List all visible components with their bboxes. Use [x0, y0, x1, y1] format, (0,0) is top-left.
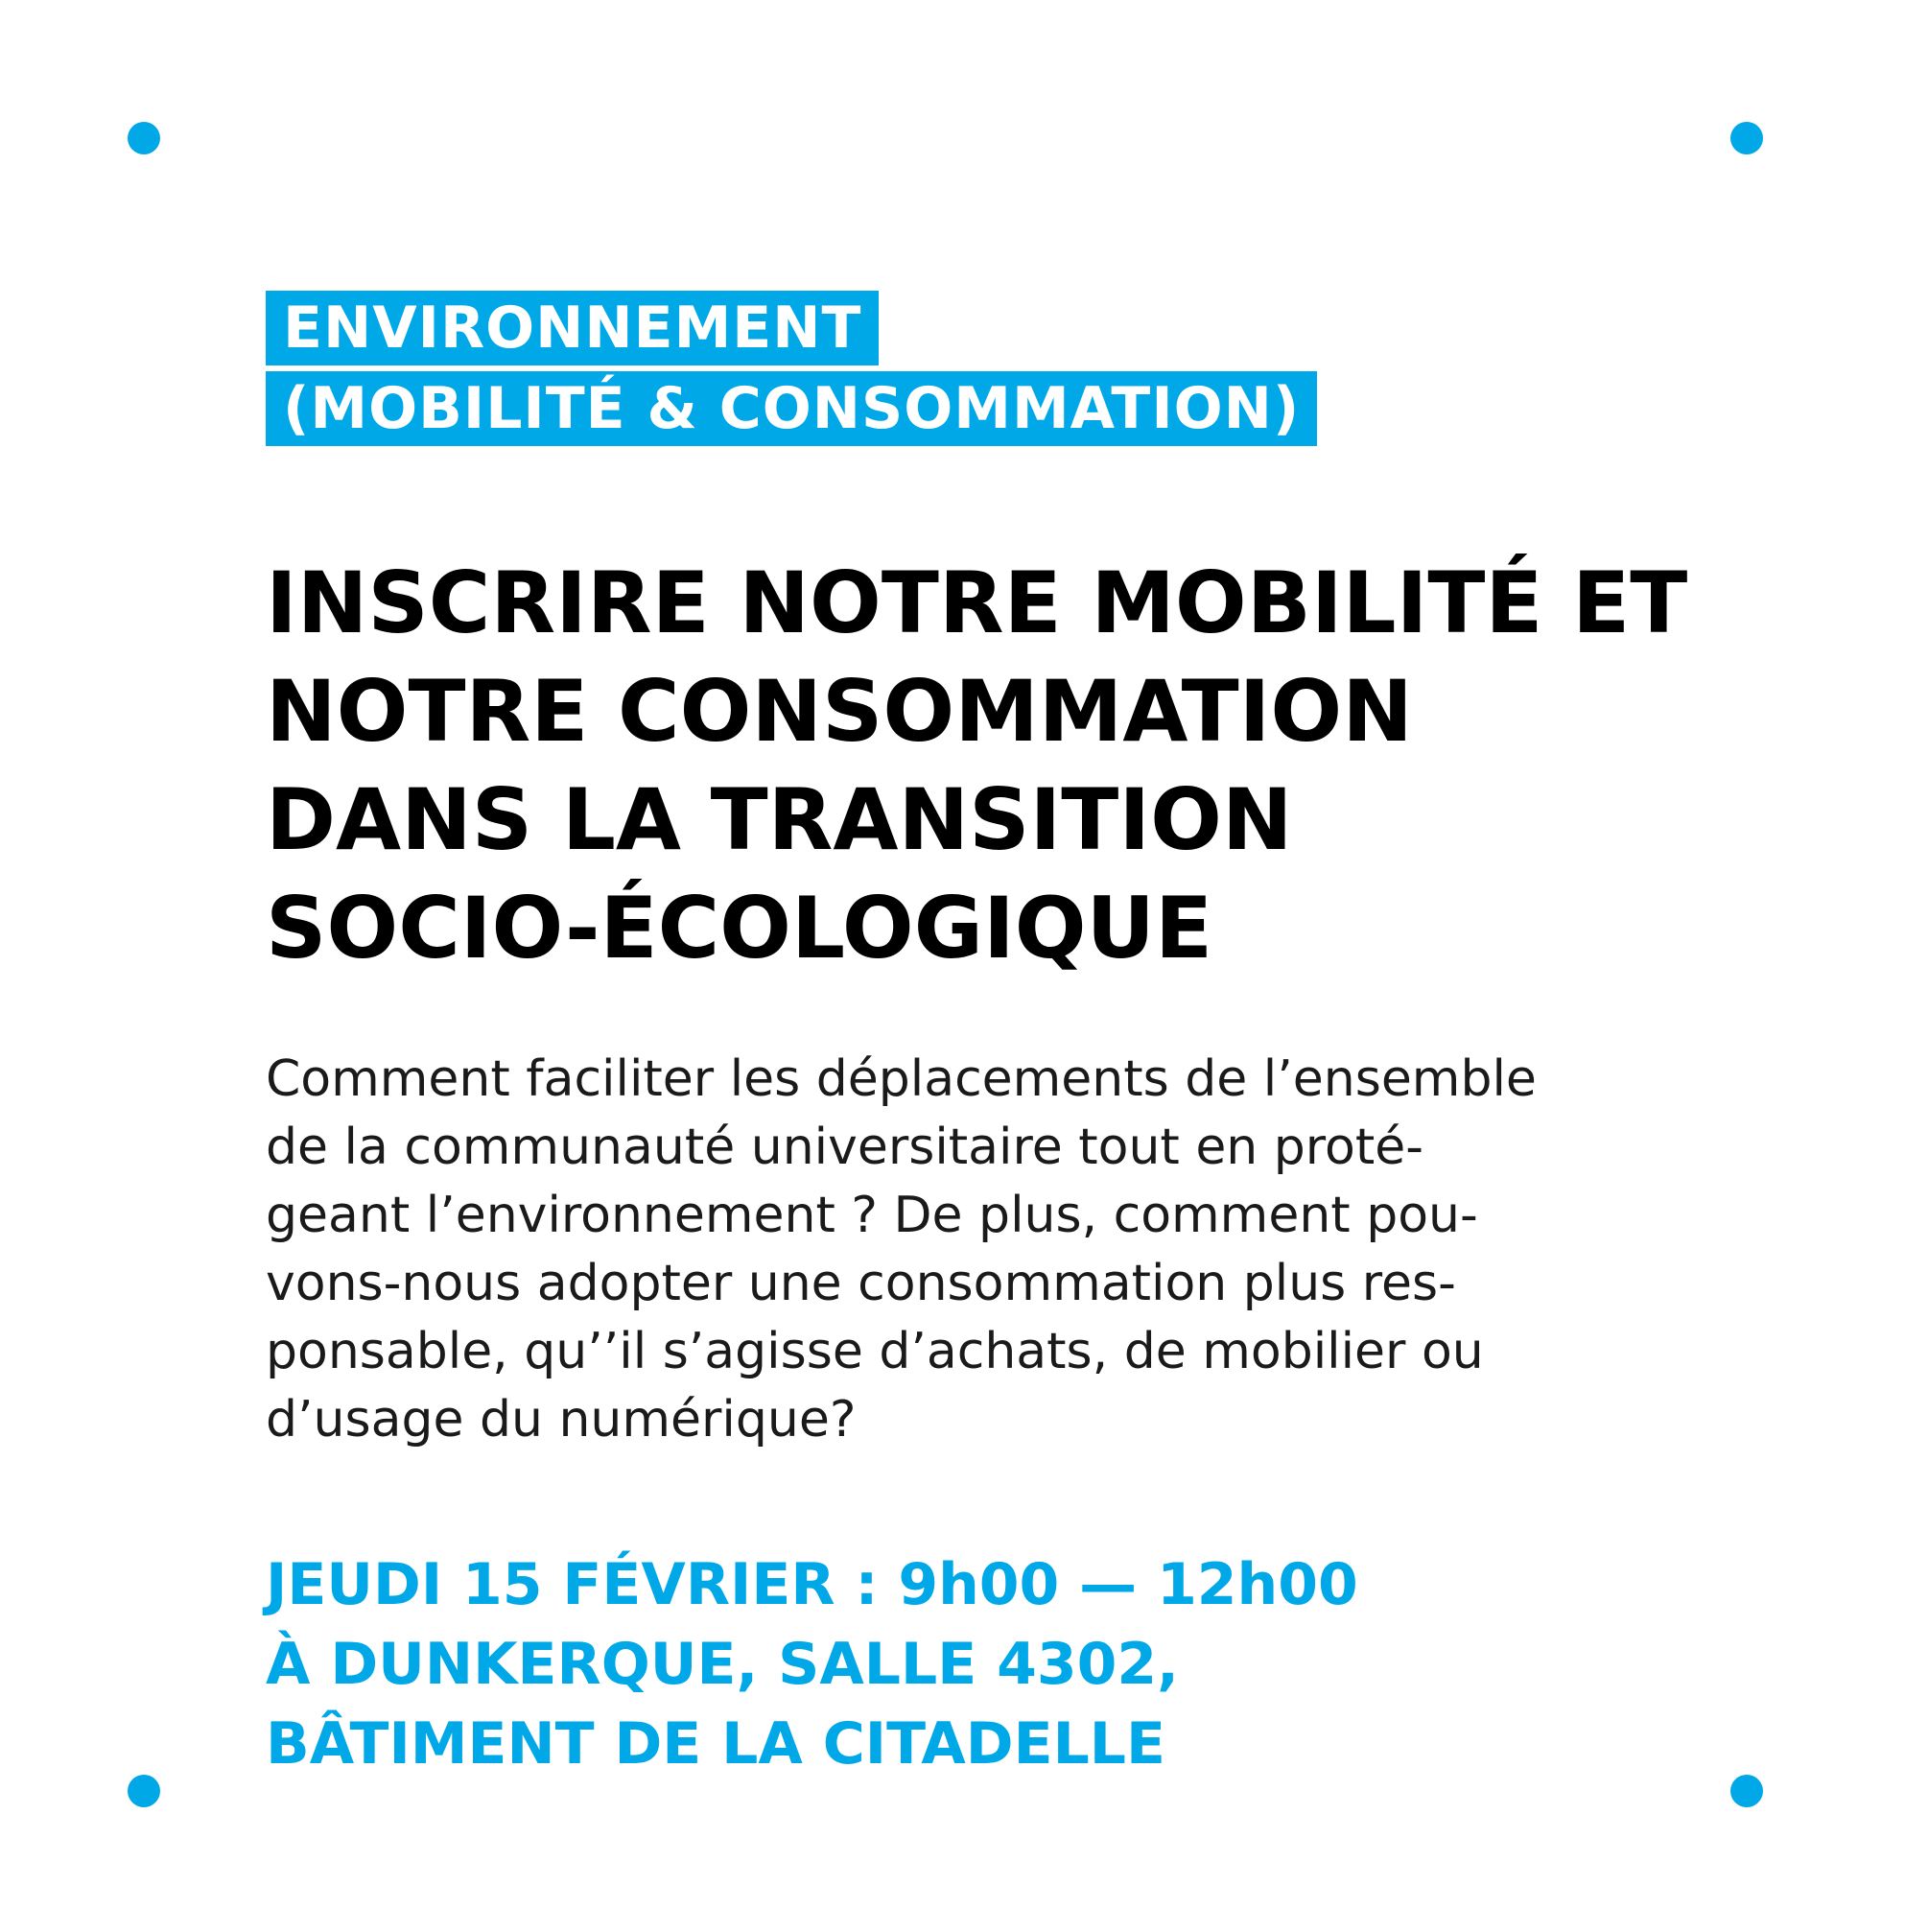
corner-dot-top-left [128, 122, 160, 154]
corner-dot-top-right [1730, 122, 1763, 154]
event-location: À DUNKERQUE, SALLE 4302, [266, 1631, 1179, 1698]
description-line: d’usage du numérique? [266, 1391, 857, 1449]
description-line: ponsable, qu’’il s’agisse d’achats, de mobilier ou [266, 1323, 1484, 1380]
page-title [266, 549, 1705, 982]
description-line: vons-nous adopter une consommation plus res- [266, 1255, 1456, 1312]
description-line: Comment faciliter les déplacements de l’ensemble [266, 1050, 1537, 1108]
corner-dot-bottom-right [1730, 1775, 1763, 1807]
event-details [266, 1545, 1705, 1784]
title-line: INSCRIRE NOTRE MOBILITÉ ET [266, 554, 1688, 652]
category-tag-line-2: (MOBILITÉ & CONSOMMATION) [266, 371, 1317, 446]
title-line: DANS LA TRANSITION [266, 770, 1293, 869]
corner-dot-bottom-left [128, 1775, 160, 1807]
title-line: NOTRE CONSOMMATION [266, 662, 1413, 761]
description-line: de la communauté universitaire tout en proté- [266, 1119, 1423, 1176]
event-building: BÂTIMENT DE LA CITADELLE [266, 1710, 1166, 1778]
description-line: geant l’environnement ? De plus, comment pou- [266, 1187, 1478, 1244]
category-tag [266, 291, 1317, 452]
category-tag-line-1: ENVIRONNEMENT [266, 291, 879, 365]
title-line: SOCIO-ÉCOLOGIQUE [266, 879, 1213, 978]
description-paragraph [266, 1046, 1685, 1454]
event-date-time: JEUDI 15 FÉVRIER : 9h00 — 12h00 [266, 1551, 1358, 1618]
